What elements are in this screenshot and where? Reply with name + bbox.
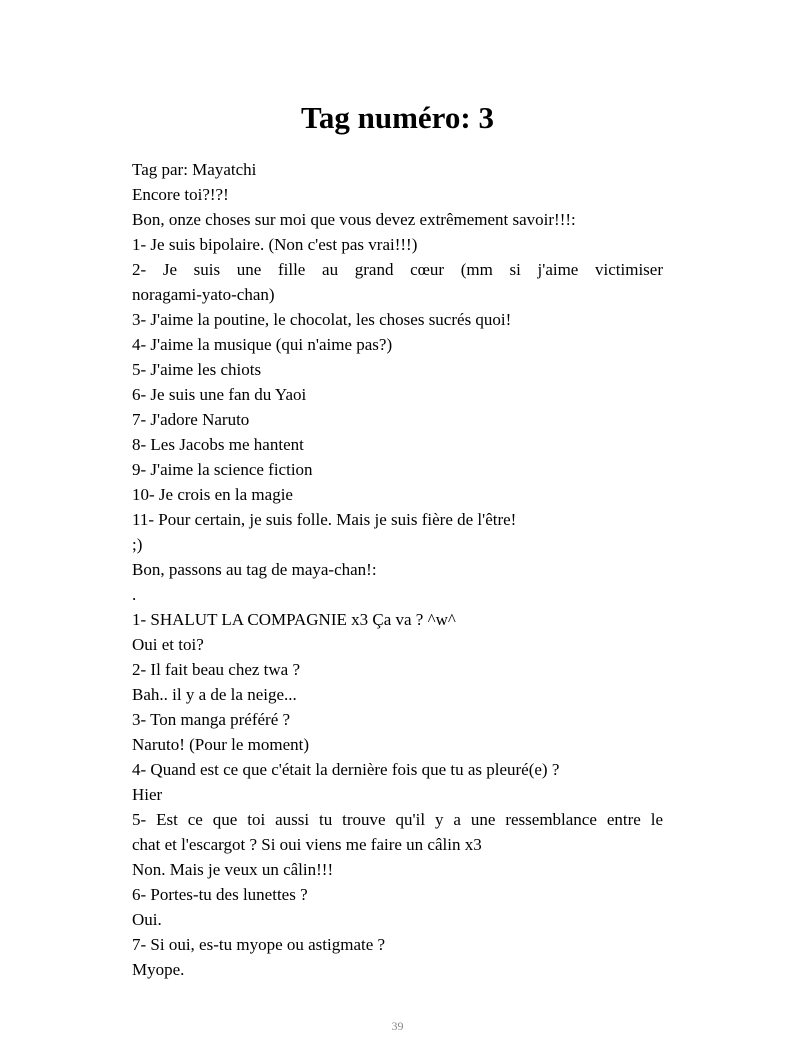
text-line: 9- J'aime la science fiction xyxy=(132,460,313,479)
text-line: Bon, onze choses sur moi que vous devez extrêmement savoir!!!: xyxy=(132,210,576,229)
text-line: 5- J'aime les chiots xyxy=(132,360,262,379)
text-line: 11- Pour certain, je suis folle. Mais je suis fière de l'être! xyxy=(132,510,517,529)
text-line: 1- SHALUT LA COMPAGNIE x3 Ça va ? ^w^ xyxy=(132,610,456,629)
text-line: Oui. xyxy=(132,910,162,929)
page-title: Tag numéro: 3 xyxy=(301,100,494,135)
text-line: 4- Quand est ce que c'était la dernière fois que tu as pleuré(e) ? xyxy=(132,760,560,779)
text-line: 5- Est ce que toi aussi tu trouve qu'il y a une ressemblance entre le xyxy=(132,810,663,829)
text-line: 6- Je suis une fan du Yaoi xyxy=(132,385,307,404)
text-line: 1- Je suis bipolaire. (Non c'est pas vrai!!!) xyxy=(132,235,418,254)
text-line: chat et l'escargot ? Si oui viens me faire un câlin x3 xyxy=(132,835,482,854)
text-line: 3- Ton manga préféré ? xyxy=(132,710,291,729)
text-line: 2- Je suis une fille au grand cœur (mm si j'aime victimiser xyxy=(132,260,663,279)
document-body xyxy=(132,157,663,982)
page-number: 39 xyxy=(391,1019,404,1033)
text-line: Bah.. il y a de la neige... xyxy=(132,685,297,704)
text-line: Non. Mais je veux un câlin!!! xyxy=(132,860,334,879)
text-line: 8- Les Jacobs me hantent xyxy=(132,435,304,454)
text-line: Bon, passons au tag de maya-chan!: xyxy=(132,560,377,579)
text-line: 7- Si oui, es-tu myope ou astigmate ? xyxy=(132,935,386,954)
text-line: 3- J'aime la poutine, le chocolat, les choses sucrés quoi! xyxy=(132,310,512,329)
text-line: 6- Portes-tu des lunettes ? xyxy=(132,885,308,904)
text-line: noragami-yato-chan) xyxy=(132,285,275,304)
text-line: 7- J'adore Naruto xyxy=(132,410,250,429)
text-line: Myope. xyxy=(132,960,185,979)
text-line: 10- Je crois en la magie xyxy=(132,485,293,504)
text-line: Hier xyxy=(132,785,163,804)
text-line: Tag par: Mayatchi xyxy=(132,160,257,179)
text-line: Oui et toi? xyxy=(132,635,204,654)
text-line: . xyxy=(132,585,137,604)
text-line: ;) xyxy=(132,535,143,554)
text-line: 2- Il fait beau chez twa ? xyxy=(132,660,301,679)
text-line: Encore toi?!?! xyxy=(132,185,229,204)
text-line: 4- J'aime la musique (qui n'aime pas?) xyxy=(132,335,393,354)
text-line: Naruto! (Pour le moment) xyxy=(132,735,310,754)
